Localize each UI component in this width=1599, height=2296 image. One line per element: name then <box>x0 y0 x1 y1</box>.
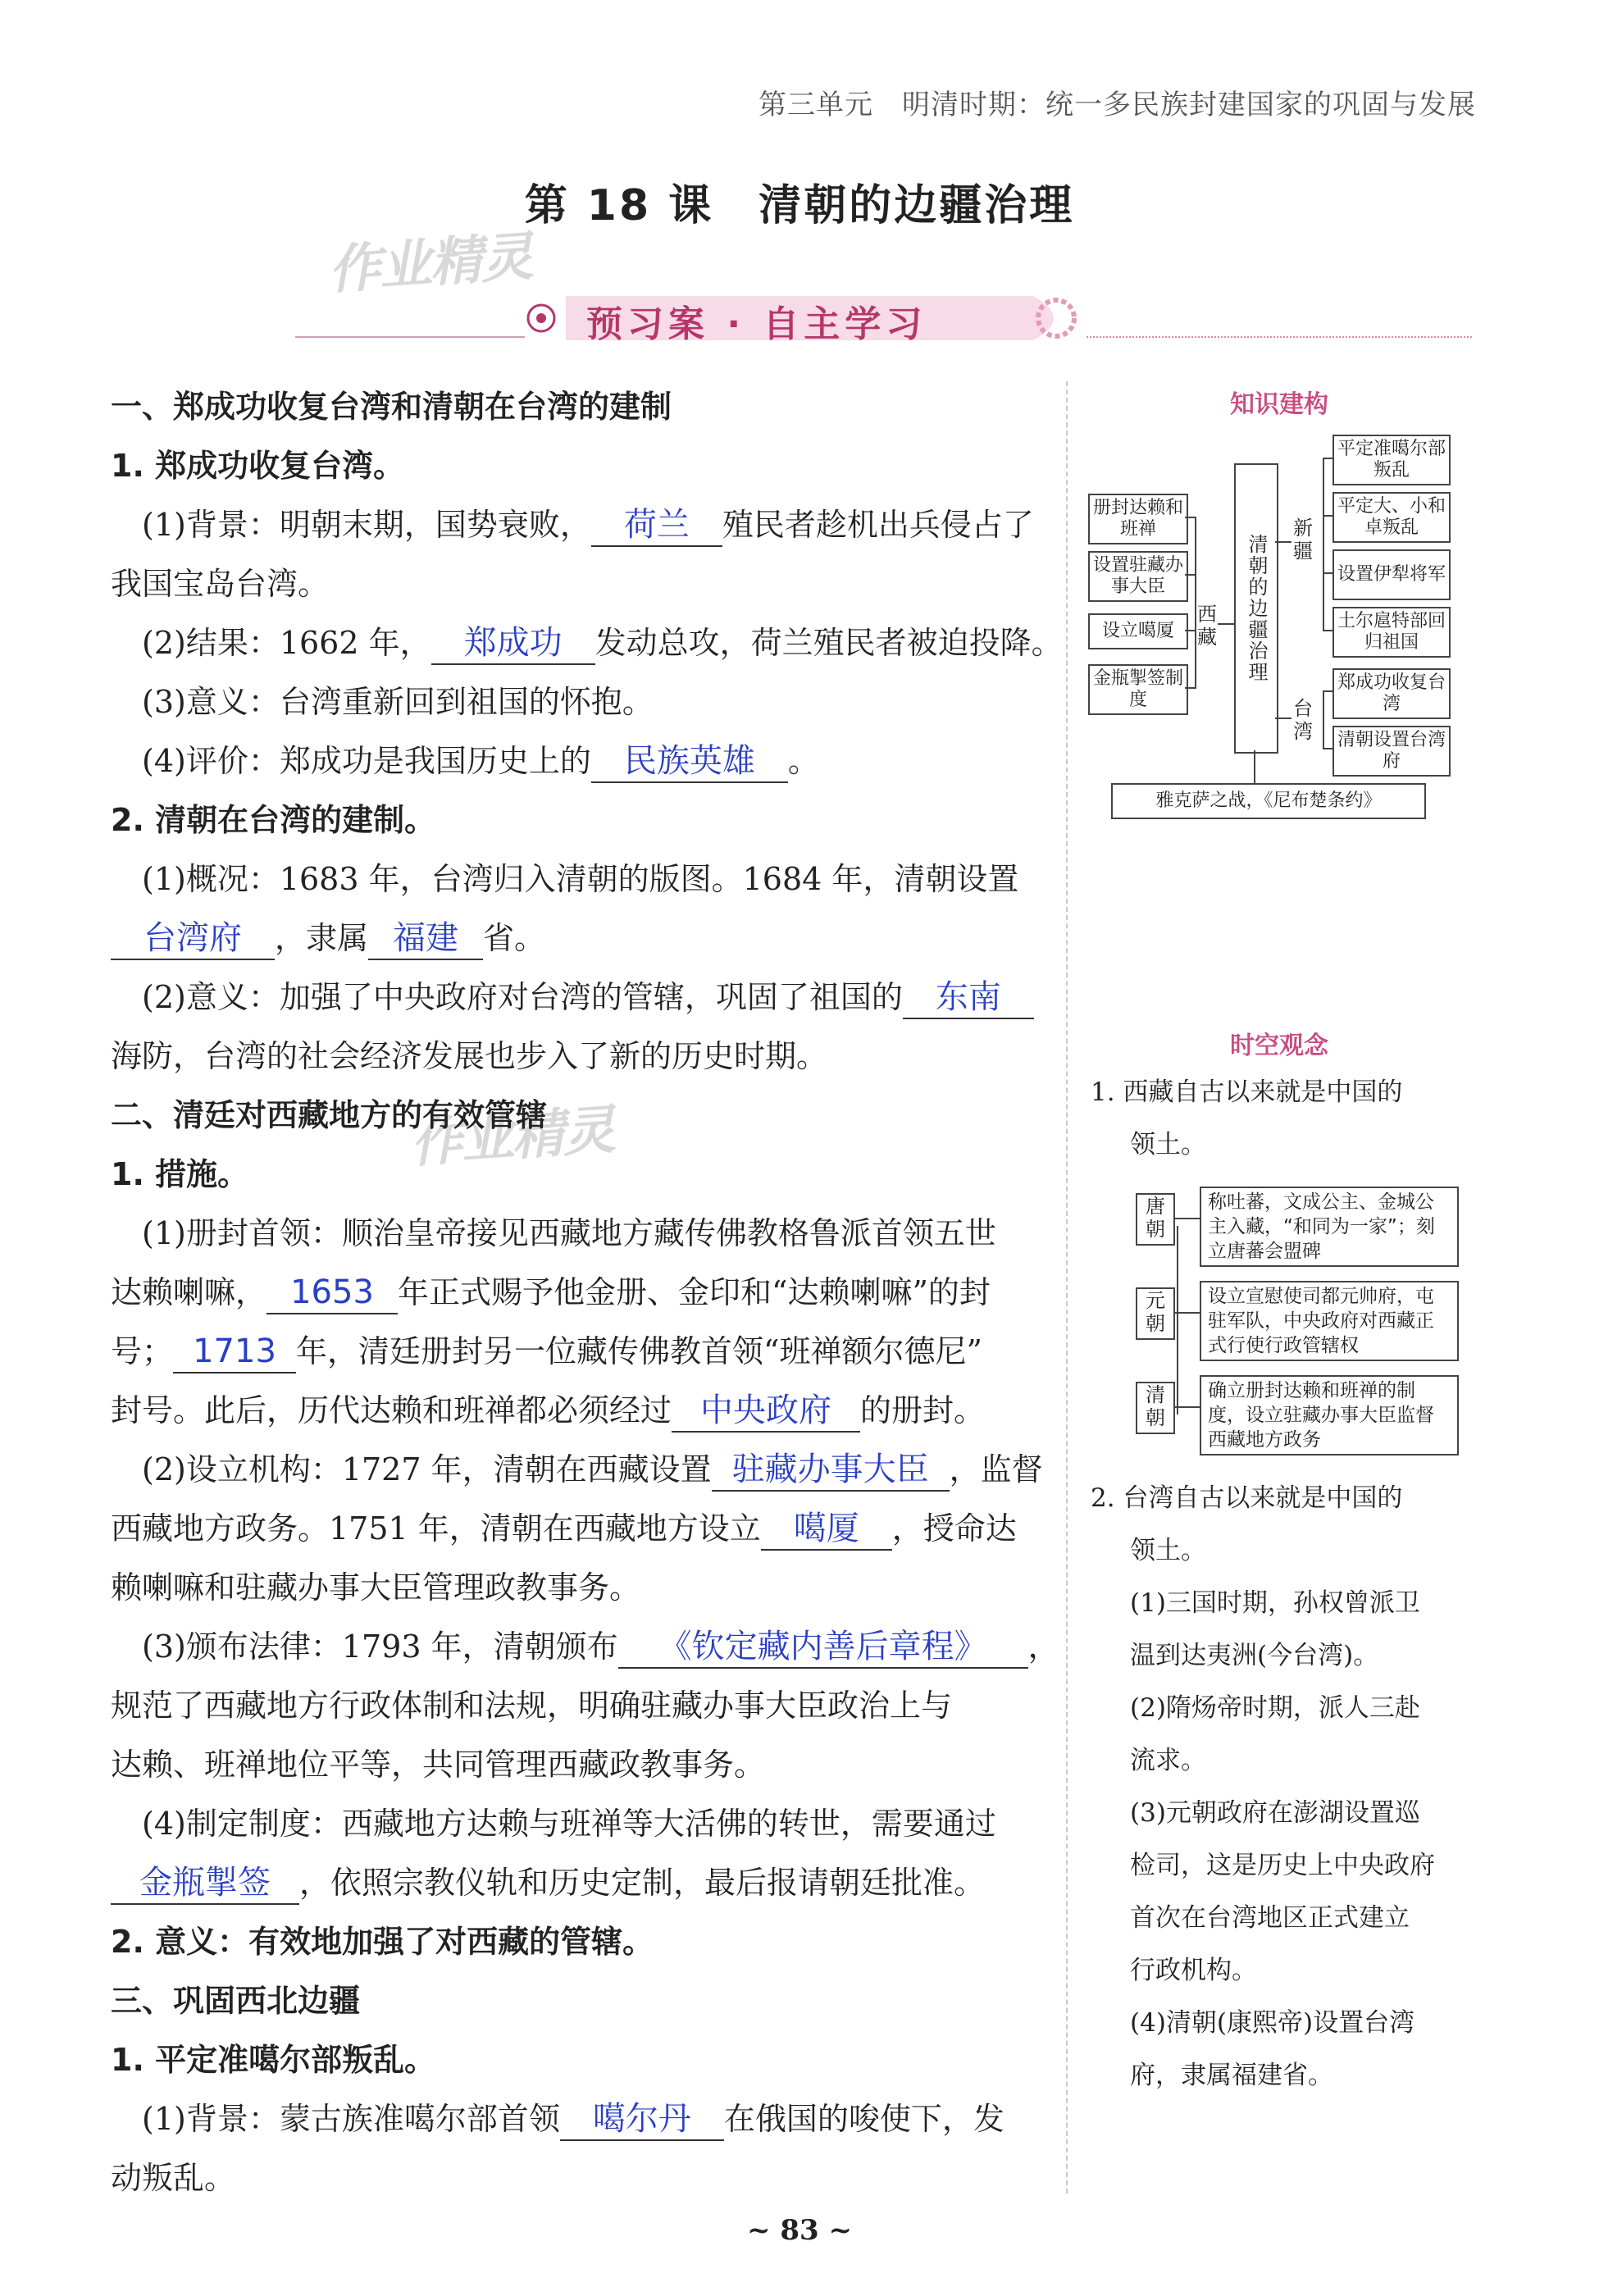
page-number: ~ 83 ~ <box>747 2214 852 2247</box>
item2-line: 温到达夷洲(今台湾)。 <box>1130 1641 1379 1670</box>
spacetime-title: 时空观念 <box>1230 1032 1328 1060</box>
left-box-1: 册封达赖和班禅 <box>1088 494 1188 544</box>
answer-blank[interactable]: 荷兰 <box>591 504 722 547</box>
connector <box>1254 750 1255 783</box>
right-box-2: 平定大、小和卓叛乱 <box>1332 492 1451 543</box>
s2-m2: (2)设立机构：1727 年，清朝在西藏设置 驻藏办事大臣 ，监督 <box>111 1440 1046 1499</box>
answer-blank[interactable]: 东南 <box>903 977 1034 1019</box>
s1-overview-cont: 台湾府 ，隶属 福建 省。 <box>111 909 1046 968</box>
item2-line: (1)三国时期，孙权曾派卫 <box>1130 1588 1420 1618</box>
answer-blank[interactable]: 1653 <box>266 1272 398 1314</box>
label-taiwan: 台湾 <box>1293 697 1313 743</box>
s1-evaluation: (4)评价：郑成功是我国历史上的 民族英雄 。 <box>111 731 1046 790</box>
timeline-label-yuan: 元朝 <box>1136 1287 1175 1340</box>
answer-blank[interactable]: 《钦定藏内善后章程》 <box>618 1626 1028 1669</box>
spacetime-item2 <box>1091 1472 1476 2102</box>
s2-m2-cont2: 赖喇嘛和驻藏办事大臣管理政教事务。 <box>111 1569 641 1606</box>
answer-blank[interactable]: 福建 <box>368 918 483 960</box>
s2-m1-cont3: 封号。此后，历代达赖和班禅都必须经过 中央政府 的册封。 <box>111 1381 1046 1440</box>
section2-heading: 二、清廷对西藏地方的有效管辖 <box>111 1097 548 1133</box>
right-box-1: 平定准噶尔部叛乱 <box>1332 435 1451 485</box>
connector <box>1173 1218 1200 1219</box>
watermark-middle: 作业精灵 <box>408 1100 616 1175</box>
connector <box>1323 690 1324 749</box>
s2-m1-cont: 达赖喇嘛， 1653 年正式赐予他金册、金印和“达赖喇嘛”的封 <box>111 1263 1046 1322</box>
section3-sub1: 1. 平定准噶尔部叛乱。 <box>111 2042 436 2078</box>
knowledge-title: 知识建构 <box>1230 390 1328 419</box>
label-xinjiang: 新疆 <box>1293 517 1313 563</box>
answer-blank[interactable]: 噶厦 <box>761 1508 892 1551</box>
s3-background-cont: 动叛乱。 <box>111 2160 236 2196</box>
answer-blank[interactable]: 驻藏办事大臣 <box>712 1449 950 1492</box>
connector <box>1177 1226 1178 1414</box>
banner-rule-left <box>295 336 525 338</box>
banner-title: 预习案 · 自主学习 <box>586 303 927 345</box>
answer-blank[interactable]: 民族英雄 <box>591 740 788 783</box>
section2-significance: 2. 意义：有效地加强了对西藏的管辖。 <box>111 1924 654 1960</box>
connector <box>1275 541 1292 543</box>
s2-m3: (3)颁布法律：1793 年，清朝颁布 《钦定藏内善后章程》 ， <box>111 1617 1046 1676</box>
s1-background-cont: 我国宝岛台湾。 <box>111 566 330 602</box>
section1-heading: 一、郑成功收复台湾和清朝在台湾的建制 <box>111 389 672 425</box>
left-box-4: 金瓶掣签制度 <box>1088 664 1188 715</box>
right-box-3: 设置伊犁将军 <box>1332 549 1451 600</box>
s1-meaning: (3)意义：台湾重新回到祖国的怀抱。 <box>142 684 654 720</box>
item2-line: 首次在台湾地区正式建立 <box>1130 1903 1410 1933</box>
item2-line: 府，隶属福建省。 <box>1130 2061 1333 2090</box>
page-title: 第 18 课 清朝的边疆治理 <box>524 181 1075 230</box>
answer-blank[interactable]: 中央政府 <box>672 1390 860 1433</box>
s3-background: (1)背景：蒙古族准噶尔部首领 噶尔丹 在俄国的唆使下，发 <box>111 2089 1046 2148</box>
connector <box>1195 517 1196 689</box>
item1-line2: 领土。 <box>1130 1130 1206 1159</box>
item2-line: 领土。 <box>1130 1536 1206 1565</box>
timeline-text-yuan: 设立宣慰使司都元帅府，屯驻军队，中央政府对西藏正式行使行政管辖权 <box>1200 1281 1459 1361</box>
column-divider <box>1066 381 1068 2194</box>
connector <box>1185 574 1195 576</box>
left-box-3: 设立噶厦 <box>1088 613 1188 649</box>
left-box-2: 设置驻藏办事大臣 <box>1088 551 1188 602</box>
answer-blank[interactable]: 郑成功 <box>431 622 595 665</box>
item2-line: (4)清朝(康熙帝)设置台湾 <box>1130 2008 1415 2038</box>
connector <box>1185 630 1195 631</box>
spacetime-item1 <box>1091 1066 1476 1171</box>
answer-blank[interactable]: 1713 <box>173 1331 296 1374</box>
banner-rule-right <box>1086 336 1472 339</box>
s1-significance-cont: 海防，台湾的社会经济发展也步入了新的历史时期。 <box>111 1038 828 1074</box>
connector <box>1185 687 1195 689</box>
item2-line: (3)元朝政府在澎湖设置巡 <box>1130 1798 1420 1828</box>
connector <box>1185 517 1195 518</box>
main-content <box>111 377 1063 2207</box>
unit-header <box>758 82 1476 122</box>
s1-result: (2)结果：1662 年， 郑成功 发动总攻，荷兰殖民者被迫投降。 <box>111 613 1046 672</box>
right-box-5: 郑成功收复台湾 <box>1332 668 1451 719</box>
section1-sub1: 1. 郑成功收复台湾。 <box>111 448 405 484</box>
timeline-label-tang: 唐朝 <box>1136 1193 1175 1246</box>
answer-blank[interactable]: 金瓶掣签 <box>111 1862 299 1905</box>
connector <box>1323 458 1324 631</box>
watermark-top: 作业精灵 <box>326 226 534 302</box>
section2-sub1: 1. 措施。 <box>111 1156 249 1192</box>
knowledge-diagram <box>1086 426 1476 836</box>
item2-line: 2. 台湾自古以来就是中国的 <box>1091 1483 1403 1513</box>
item1-line1: 1. 西藏自古以来就是中国的 <box>1091 1077 1403 1107</box>
s2-m3-cont2: 达赖、班禅地位平等，共同管理西藏政教事务。 <box>111 1747 766 1783</box>
section-banner <box>508 291 1082 345</box>
unit-label: 第三单元 <box>758 89 873 121</box>
label-xizang: 西藏 <box>1197 603 1217 649</box>
item2-line: (2)隋炀帝时期，派人三赴 <box>1130 1693 1420 1723</box>
s2-m1: (1)册封首领：顺治皇帝接见西藏地方藏传佛教格鲁派首领五世 <box>142 1215 996 1251</box>
unit-subtitle: 明清时期：统一多民族封建国家的巩固与发展 <box>902 89 1476 121</box>
answer-blank[interactable]: 台湾府 <box>111 918 275 960</box>
item2-line: 流求。 <box>1130 1746 1206 1775</box>
section1-sub2: 2. 清朝在台湾的建制。 <box>111 802 436 838</box>
item2-line: 检司，这是历史上中央政府 <box>1130 1851 1435 1880</box>
connector <box>1218 623 1234 625</box>
section3-heading: 三、巩固西北边疆 <box>111 1983 361 2019</box>
s1-significance: (2)意义：加强了中央政府对台湾的管辖，巩固了祖国的 东南 <box>111 968 1046 1027</box>
item2-line: 行政机构。 <box>1130 1956 1257 1985</box>
s2-m4: (4)制定制度：西藏地方达赖与班禅等大活佛的转世，需要通过 <box>142 1806 996 1842</box>
s2-m3-cont: 规范了西藏地方行政体制和法规，明确驻藏办事大臣政治上与 <box>111 1688 953 1724</box>
answer-blank[interactable]: 噶尔丹 <box>560 2098 724 2141</box>
s1-background: (1)背景：明朝末期，国势衰败， 荷兰 殖民者趁机出兵侵占了 <box>111 495 1046 554</box>
timeline-text-tang: 称吐蕃，文成公主、金城公主入藏，“和同为一家”；刻立唐蕃会盟碑 <box>1200 1187 1459 1267</box>
s2-m1-cont2: 号； 1713 年，清廷册封另一位藏传佛教首领“班禅额尔德尼” <box>111 1322 1046 1381</box>
s2-m4-cont: 金瓶掣签 ，依照宗教仪轨和历史定制，最后报请朝廷批准。 <box>111 1853 1046 1912</box>
s1-overview: (1)概况：1683 年，台湾归入清朝的版图。1684 年，清朝设置 <box>142 861 1019 897</box>
bottom-box: 雅克萨之战，《尼布楚条约》 <box>1111 783 1426 819</box>
right-box-6: 清朝设置台湾府 <box>1332 726 1451 777</box>
connector <box>1173 1312 1200 1314</box>
right-box-4: 土尔扈特部回归祖国 <box>1332 607 1451 658</box>
connector <box>1173 1406 1200 1408</box>
diagram-center: 清朝的边疆治理 <box>1234 463 1278 754</box>
connector <box>1275 718 1292 719</box>
timeline <box>1136 1185 1472 1456</box>
s2-m2-cont: 西藏地方政务。1751 年，清朝在西藏地方设立 噶厦 ，授命达 <box>111 1499 1046 1558</box>
timeline-text-qing: 确立册封达赖和班禅的制度，设立驻藏办事大臣监督西藏地方政务 <box>1200 1375 1459 1456</box>
timeline-label-qing: 清朝 <box>1136 1382 1175 1434</box>
